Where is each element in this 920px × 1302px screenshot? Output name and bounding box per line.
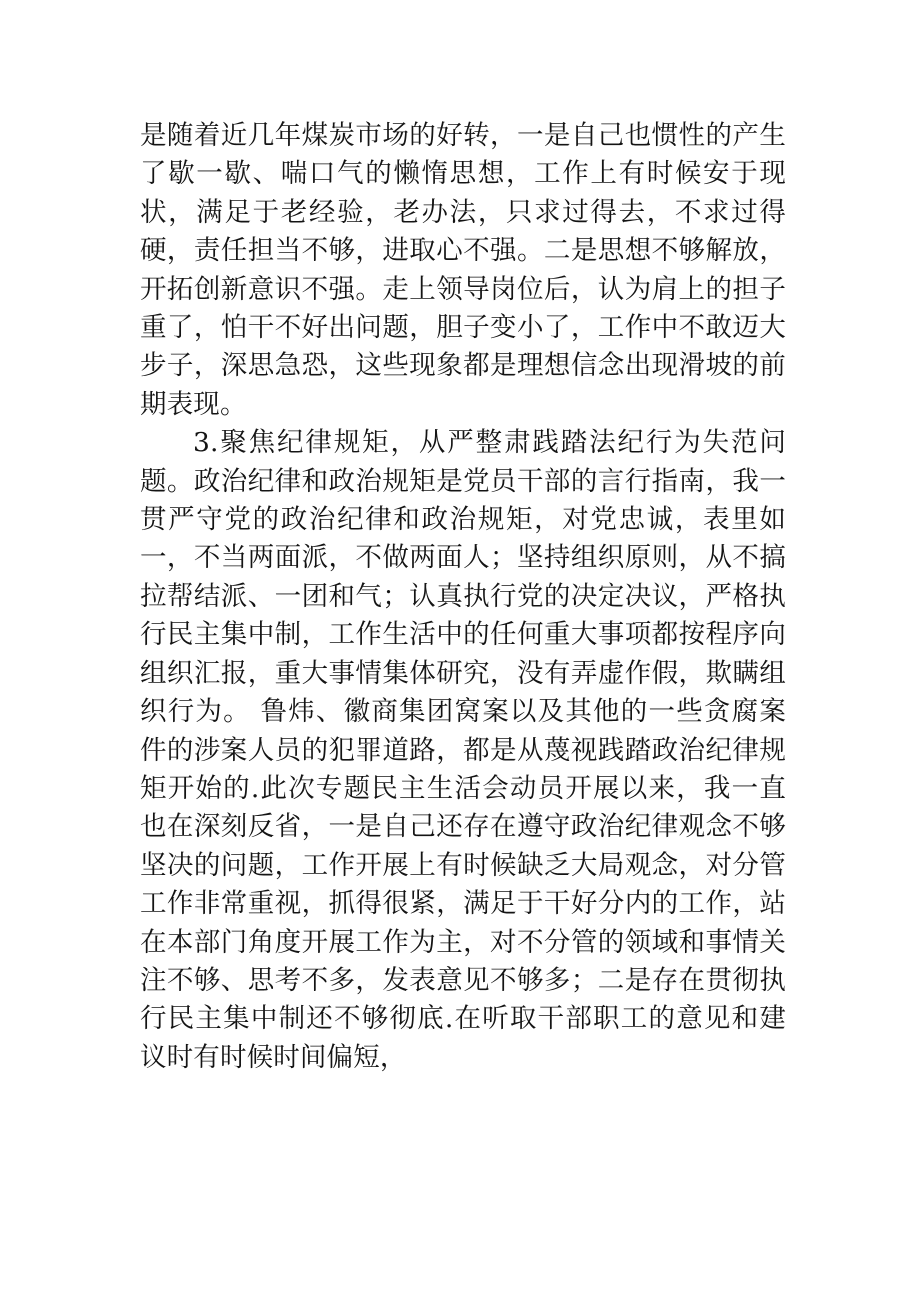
document-page xyxy=(140,117,786,1077)
paragraph-1: 是随着近几年煤炭市场的好转，一是自己也惯性的产生了歇一歇、喘口气的懒惰思想，工作上有时候安于现状，满足于老经验，老办法，只求过得去，不求过得硬，责任担当不够，进取心不强。二是思想不够解放，开拓创新意识不强。走上领导岗位后，认为肩上的担子重了，怕干不好出问题，胆子变小了，工作中不敢迈大步子，深思急恐，这些现象都是理想信念出现滑坡的前期表现。 xyxy=(140,120,786,420)
paragraph-2: 3.聚焦纪律规矩，从严整肃践踏法纪行为失范问题。政治纪律和政治规矩是党员干部的言行指南，我一贯严守党的政治纪律和政治规矩，对党忠诚，表里如一，不当两面派，不做两面人；坚持组织原则，从不搞拉帮结派、一团和气；认真执行党的决定决议，严格执行民主集中制，工作生活中的任何重大事项都按程序向组织汇报，重大事情集体研究，没有弄虚作假，欺瞒组织行为。 鲁炜、徽商集团窝案以及其他的一些贪腐案件的涉案人员的犯罪道路，都是从蔑视践踏政治纪律规矩开始的.此次专题民主生活会动员开展以来，我一直也在深刻反省，一是自己还存在遵守政治纪律观念不够坚决的问题，工作开展上有时候缺乏大局观念，对分管工作非常重视，抓得很紧，满足于干好分内的工作，站在本部门角度开展工作为主，对不分管的领域和事情关注不够、思考不多，发表意见不够多；二是存在贯彻执行民主集中制还不够彻底.在听取干部职工的意见和建议时有时候时间偏短， xyxy=(140,427,786,1073)
